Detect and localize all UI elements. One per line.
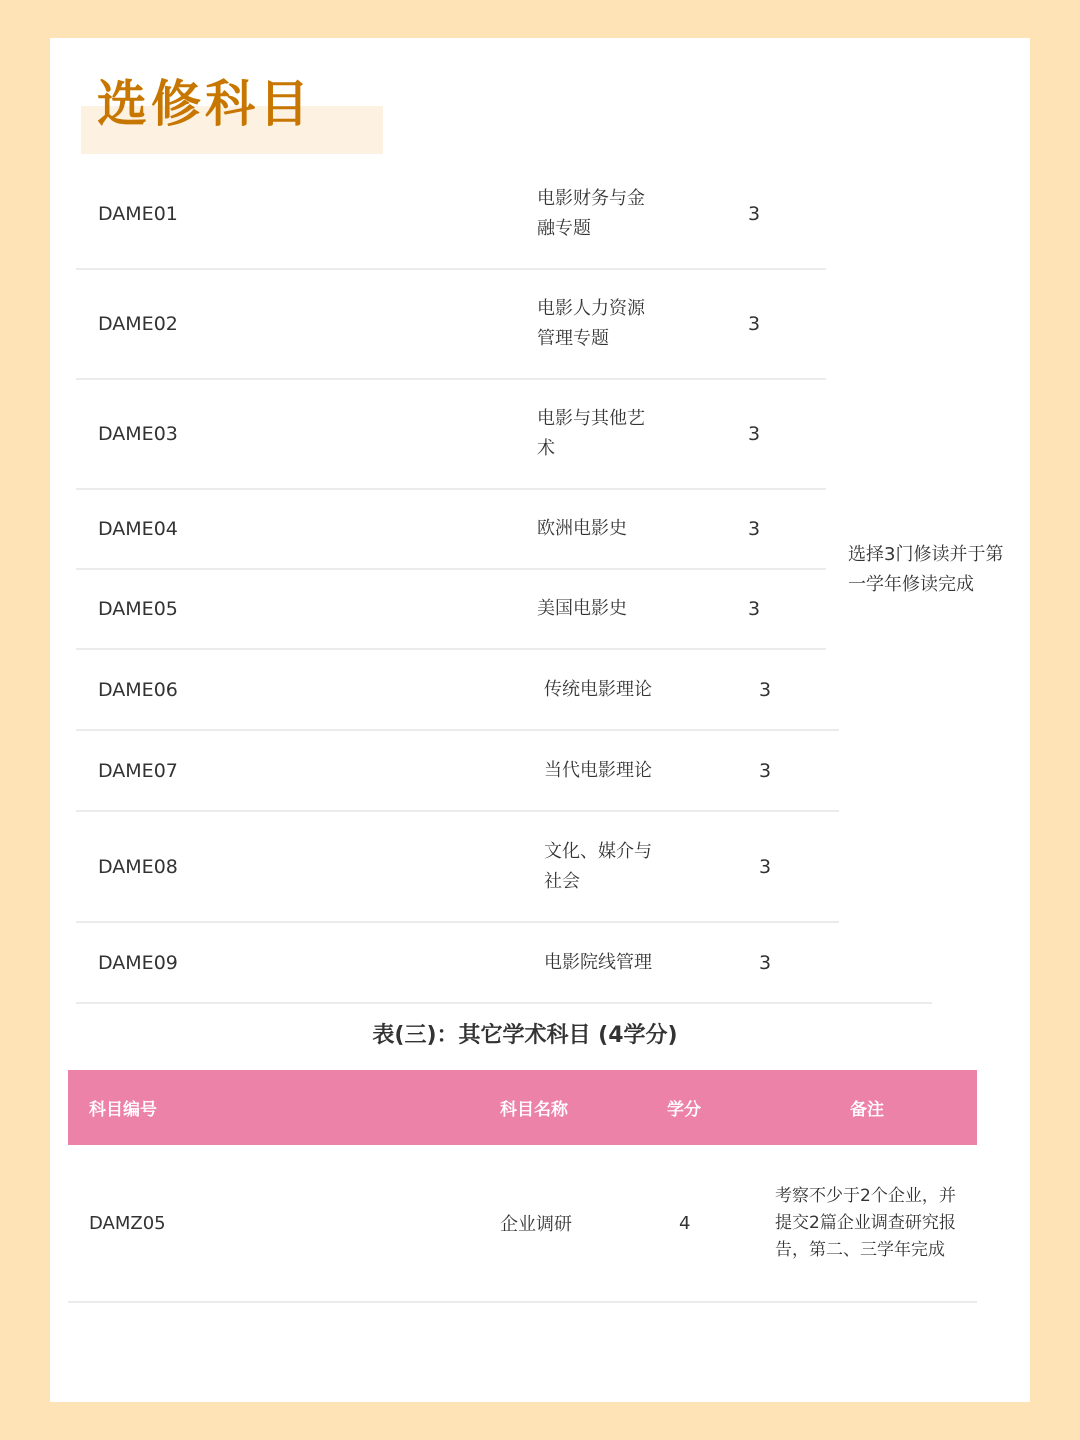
table3-title: 表(三)：其它学术科目 (4学分): [372, 1023, 678, 1048]
header-code: 科目编号: [89, 1100, 157, 1120]
table3-header: [68, 1070, 977, 1145]
page-title: 选修科目: [97, 75, 313, 133]
course-code: DAME08: [98, 855, 178, 878]
course-credit: 3: [748, 203, 761, 225]
course-credit: 3: [748, 598, 761, 620]
course-credit: 3: [748, 518, 761, 540]
row-name: 企业调研: [500, 1214, 572, 1235]
table-row: [68, 1145, 977, 1303]
course-name: 美国电影史: [537, 598, 627, 619]
header-name: 科目名称: [500, 1100, 568, 1120]
table-row: [76, 380, 826, 490]
table-row: [76, 731, 839, 812]
heading-block: [81, 68, 383, 160]
course-code: DAME07: [98, 759, 178, 782]
course-code: DAME06: [98, 678, 178, 701]
course-code: DAME02: [98, 313, 178, 335]
row-credit: 4: [679, 1212, 691, 1234]
header-credit: 学分: [667, 1100, 701, 1120]
table-row: [76, 160, 826, 270]
content-card: [50, 38, 1030, 1402]
table-row: [76, 490, 826, 570]
table-row: [76, 923, 932, 1004]
course-name: 传统电影理论: [544, 678, 652, 700]
row-remark: 考察不少于2个企业，并提交2篇企业调查研究报告，第二、三学年完成: [775, 1185, 956, 1260]
course-name: 文化、媒介与 社会: [544, 840, 652, 892]
course-credit: 3: [759, 759, 772, 782]
header-remark: 备注: [850, 1100, 884, 1120]
course-name: 电影院线管理: [544, 951, 652, 973]
course-credit: 3: [759, 678, 772, 701]
course-code: DAME04: [98, 518, 178, 540]
course-code: DAME09: [98, 951, 178, 974]
course-name: 电影与其他艺 术: [537, 408, 645, 459]
course-credit: 3: [759, 951, 772, 974]
course-code: DAME05: [98, 598, 178, 620]
row-code: DAMZ05: [89, 1212, 166, 1234]
table-row: [76, 650, 839, 731]
course-name: 当代电影理论: [544, 759, 652, 781]
course-credit: 3: [748, 423, 761, 445]
elective-note: 选择3门修读并于第一学年修读完成: [848, 544, 1004, 595]
course-code: DAME01: [98, 203, 178, 225]
course-name: 欧洲电影史: [537, 518, 627, 539]
course-credit: 3: [748, 313, 761, 335]
table-row: [76, 570, 826, 650]
table-row: [76, 270, 826, 380]
table-row: [76, 812, 839, 923]
course-credit: 3: [759, 855, 772, 878]
course-code: DAME03: [98, 423, 178, 445]
course-name: 电影人力资源 管理专题: [537, 298, 645, 349]
course-name: 电影财务与金 融专题: [537, 188, 645, 239]
